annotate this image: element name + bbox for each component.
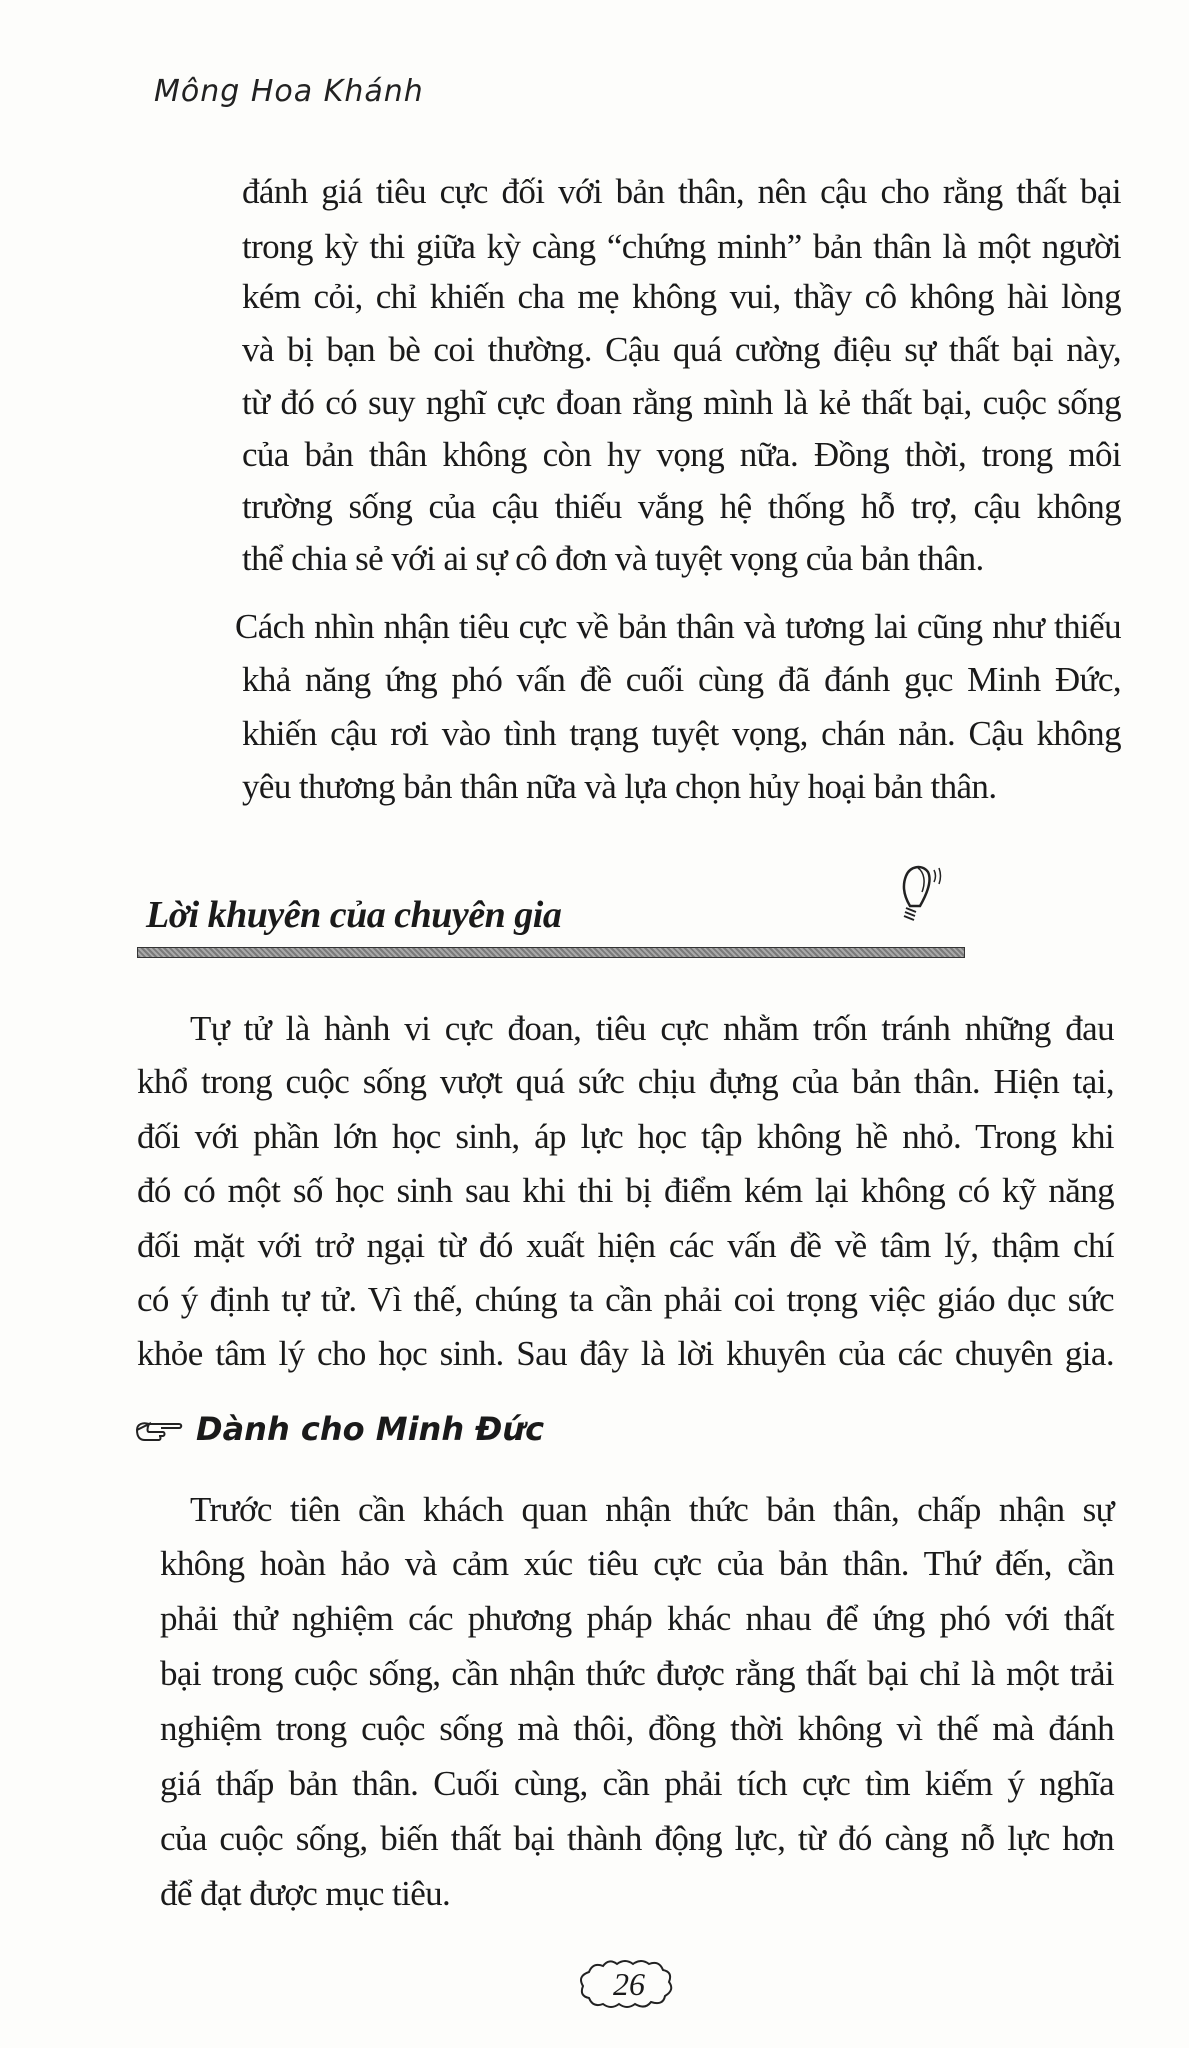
text-line: có ý định tự tử. Vì thế, chúng ta cần phải coi trọng việc giáo dục sức — [137, 1280, 1114, 1319]
text-line: khỏe tâm lý cho học sinh. Sau đây là lời khuyên của các chuyên gia. — [137, 1334, 1114, 1373]
text-line: đối mặt với trở ngại từ đó xuất hiện các vấn đề về tâm lý, thậm chí — [137, 1226, 1114, 1265]
text-line: trong kỳ thi giữa kỳ càng “chứng minh” bản thân là một người — [242, 227, 1121, 266]
text-line: giá thấp bản thân. Cuối cùng, cần phải tích cực tìm kiếm ý nghĩa — [160, 1764, 1114, 1803]
text-line: yêu thương bản thân nữa và lựa chọn hủy hoại bản thân. — [242, 767, 997, 806]
text-line: Tự tử là hành vi cực đoan, tiêu cực nhằm trốn tránh những đau — [190, 1009, 1114, 1048]
text-line: của bản thân không còn hy vọng nữa. Đồng thời, trong môi — [242, 435, 1121, 474]
text-line: khổ trong cuộc sống vượt quá sức chịu đựng của bản thân. Hiện tại, — [137, 1062, 1114, 1101]
text-line: Cách nhìn nhận tiêu cực về bản thân và tương lai cũng như thiếu — [235, 607, 1121, 646]
page-number-text: 26 — [613, 1966, 645, 2002]
text-line: kém cỏi, chỉ khiến cha mẹ không vui, thầy cô không hài lòng — [242, 277, 1121, 316]
text-line: trường sống của cậu thiếu vắng hệ thống hỗ trợ, cậu không — [242, 487, 1121, 526]
text-line: nghiệm trong cuộc sống mà thôi, đồng thời không vì thế mà đánh — [160, 1709, 1114, 1748]
text-line: thể chia sẻ với ai sự cô đơn và tuyệt vọng của bản thân. — [242, 539, 984, 578]
text-line: từ đó có suy nghĩ cực đoan rằng mình là kẻ thất bại, cuộc sống — [242, 383, 1121, 422]
pointing-hand-icon — [135, 1418, 183, 1446]
page-number — [575, 1958, 683, 2010]
text-line: bại trong cuộc sống, cần nhận thức được rằng thất bại chỉ là một trải — [160, 1654, 1114, 1693]
text-line: và bị bạn bè coi thường. Cậu quá cường điệu sự thất bại này, — [242, 330, 1121, 369]
text-line: khiến cậu rơi vào tình trạng tuyệt vọng, chán nản. Cậu không — [242, 714, 1121, 753]
running-header: Mông Hoa Khánh — [154, 74, 424, 109]
heading-underline-bar — [137, 947, 965, 958]
text-line: của cuộc sống, biến thất bại thành động lực, từ đó càng nỗ lực hơn — [160, 1819, 1114, 1858]
text-line: đối với phần lớn học sinh, áp lực học tập không hề nhỏ. Trong khi — [137, 1117, 1114, 1156]
subheading: Dành cho Minh Đức — [196, 1410, 545, 1448]
text-line: đó có một số học sinh sau khi thi bị điểm kém lại không có kỹ năng — [137, 1171, 1114, 1210]
section-heading: Lời khuyên của chuyên gia — [146, 894, 562, 936]
lightbulb-icon — [900, 862, 944, 924]
text-line: không hoàn hảo và cảm xúc tiêu cực của bản thân. Thứ đến, cần — [160, 1544, 1114, 1583]
text-line: Trước tiên cần khách quan nhận thức bản thân, chấp nhận sự — [190, 1490, 1114, 1529]
text-line: đánh giá tiêu cực đối với bản thân, nên cậu cho rằng thất bại — [242, 172, 1121, 211]
text-line: để đạt được mục tiêu. — [160, 1874, 451, 1913]
text-line: khả năng ứng phó vấn đề cuối cùng đã đánh gục Minh Đức, — [242, 660, 1121, 699]
text-line: phải thử nghiệm các phương pháp khác nhau để ứng phó với thất — [160, 1599, 1114, 1638]
